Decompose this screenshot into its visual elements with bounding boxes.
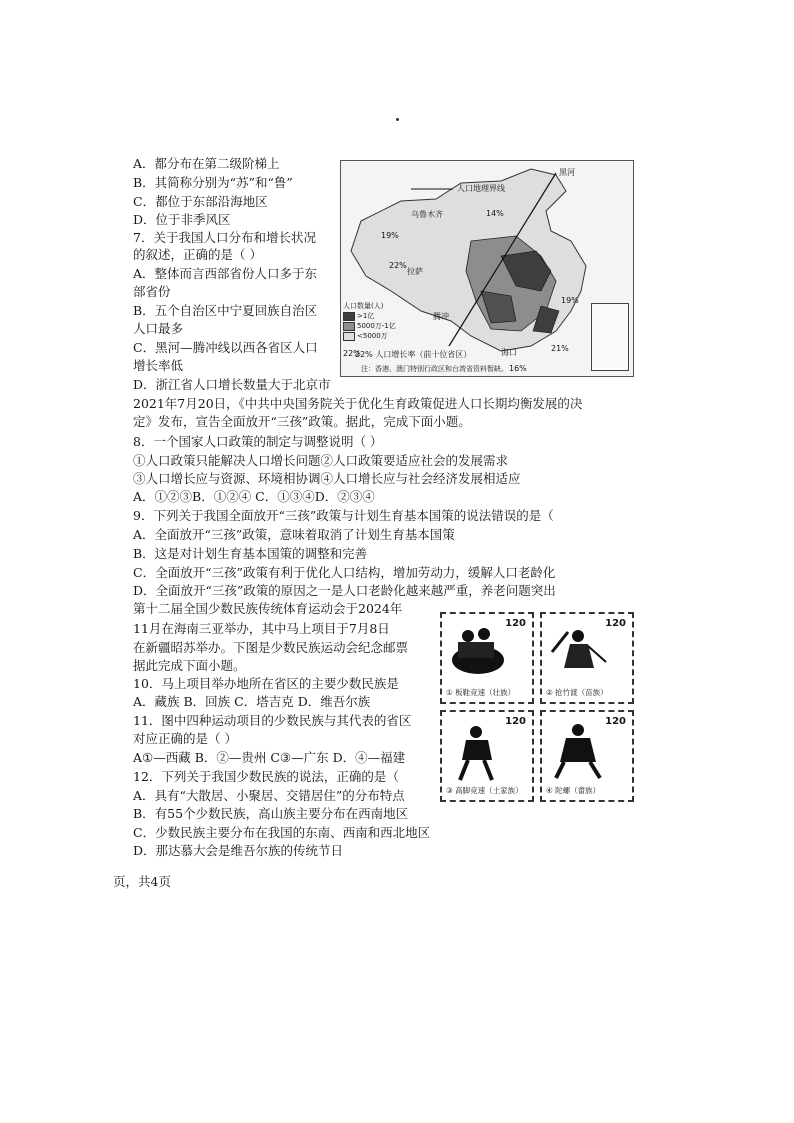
q6-option-b: B．其简称分别为“苏”和“鲁” [133,175,293,190]
map-pct-5: 21% [551,344,569,353]
stamp-2-figure [548,622,608,684]
q12-option-d: D．那达慕大会是维吾尔族的传统节日 [133,843,344,858]
q12-stem: 12．下列关于我国少数民族的说法，正确的是（ [133,769,399,784]
intro-policy-1: 2021年7月20日，《中共中央国务院关于优化生育政策促进人口长期均衡发展的决 [133,396,583,411]
q7-option-a-1: A．整体而言西部省份人口多于东 [133,266,318,281]
q7-option-d: D．浙江省人口增长数量大于北京市 [133,377,331,392]
map-city-haikou: 海口 [501,348,517,357]
south-china-sea-inset [591,303,629,371]
stamp-4 [540,710,634,802]
map-note: 注：香港、澳门特别行政区和台湾省资料暂缺。 [361,365,508,373]
q11-stem-2: 对应正确的是（ ） [133,731,237,746]
map-pct-2: 19% [381,231,399,240]
stamp-4-figure [548,720,608,782]
stamp-3 [440,710,534,802]
legend-growth: 22% 人口增长率（前十位省区） [355,350,472,359]
legend-title: 人口数量(人) [343,302,384,310]
map-line-label: 人口地理界线 [457,184,505,193]
map-legend [343,301,423,341]
q6-option-a: A．都分布在第二级阶梯上 [133,156,280,171]
stamp-2-value: 120 [605,618,626,629]
stamp-figure [440,612,636,812]
stamp-1-caption: ① 板鞋竞速（壮族） [446,688,516,697]
q7-option-b-1: B．五个自治区中宁夏回族自治区 [133,303,318,318]
q9-option-a: A．全面放开“三孩”政策，意味着取消了计划生育基本国策 [133,527,455,542]
q7-option-a-2: 部省份 [133,284,171,299]
q7-option-c-2: 增长率低 [133,358,184,373]
q8-options: A．①②③B．①②④ C．①③④D．②③④ [133,489,375,504]
stamp-4-caption: ④ 陀螺（畲族） [546,786,601,795]
q11-options: A①—西藏 B．②—贵州 C③—广东 D．④—福建 [133,750,406,765]
q8-stem: 8．一个国家人口政策的制定与调整说明（ ） [133,434,383,449]
intro-games-1: 第十二届全国少数民族传统体育运动会于2024年 [133,601,403,616]
q9-option-b: B．这是对计划生育基本国策的调整和完善 [133,546,368,561]
legend-item-1: >1亿 [343,311,423,321]
stamp-2-caption: ② 抢竹渡（苗族） [546,688,608,697]
q7-option-c-1: C．黑河—腾冲线以西各省区人口 [133,340,318,355]
intro-games-2: 11月在海南三亚举办，其中马上项目于7月8日 [133,621,390,636]
q9-option-d: D．全面放开“三孩”政策的原因之一是人口老龄化越来越严重，养老问题突出 [133,583,556,598]
stamp-1-value: 120 [505,618,526,629]
map-pct-6: 22% [343,349,361,358]
map-pct-4: 19% [561,296,579,305]
q12-option-c: C．少数民族主要分布在我国的东南、西南和西北地区 [133,825,431,840]
map-pct-1: 14% [486,209,504,218]
stamp-3-value: 120 [505,716,526,727]
q9-option-c: C．全面放开“三孩”政策有利于优化人口结构，增加劳动力，缓解人口老龄化 [133,565,556,580]
q10-stem: 10．马上项目举办地所在省区的主要少数民族是 [133,676,399,691]
q7-stem-2: 的叙述，正确的是（ ） [133,247,262,262]
q6-option-c: C．都位于东部沿海地区 [133,194,268,209]
page-footer: 页，共4页 [113,874,171,889]
map-city-urumqi: 乌鲁木齐 [411,210,443,219]
stamp-3-caption: ③ 高脚竞速（土家族） [446,786,523,795]
map-city-heihe: 黑河 [559,168,575,177]
map-pct-3: 22% [389,261,407,270]
q8-statements-1: ①人口政策只能解决人口增长问题②人口政策要适应社会的发展需求 [133,453,509,468]
stamp-1 [440,612,534,704]
intro-policy-2: 定》发布，宣告全面放开“三孩”政策。据此，完成下面小题。 [133,414,471,429]
stamp-4-value: 120 [605,716,626,727]
q6-option-d: D．位于非季风区 [133,212,231,227]
intro-games-3: 在新疆昭苏举办。下图是少数民族运动会纪念邮票 [133,640,409,655]
intro-games-4: 据此完成下面小题。 [133,658,246,673]
map-pct-7: 16% [509,364,527,373]
q11-stem-1: 11．图中四种运动项目的少数民族与其代表的省区 [133,713,412,728]
map-city-lhasa: 拉萨 [407,267,423,276]
stamp-1-figure [448,622,508,684]
population-map [340,160,634,377]
q9-stem: 9．下列关于我国全面放开“三孩”政策与计划生育基本国策的说法错误的是（ [133,508,554,523]
stamp-3-figure [448,720,508,782]
q10-options: A．藏族 B．回族 C．塔吉克 D．维吾尔族 [133,694,371,709]
q12-option-b: B．有55个少数民族，高山族主要分布在西南地区 [133,806,409,821]
legend-item-3: <5000万 [343,331,423,341]
map-city-tengchong: 腾冲 [433,312,449,321]
q7-option-b-2: 人口最多 [133,321,184,336]
q7-stem-1: 7．关于我国人口分布和增长状况 [133,230,316,245]
stamp-2 [540,612,634,704]
scan-speck [396,118,399,121]
q8-statements-2: ③人口增长应与资源、环境相协调④人口增长应与社会经济发展相适应 [133,471,521,486]
legend-item-2: 5000万-1亿 [343,321,423,331]
q12-option-a: A．具有“大散居、小聚居、交错居住”的分布特点 [133,788,405,803]
